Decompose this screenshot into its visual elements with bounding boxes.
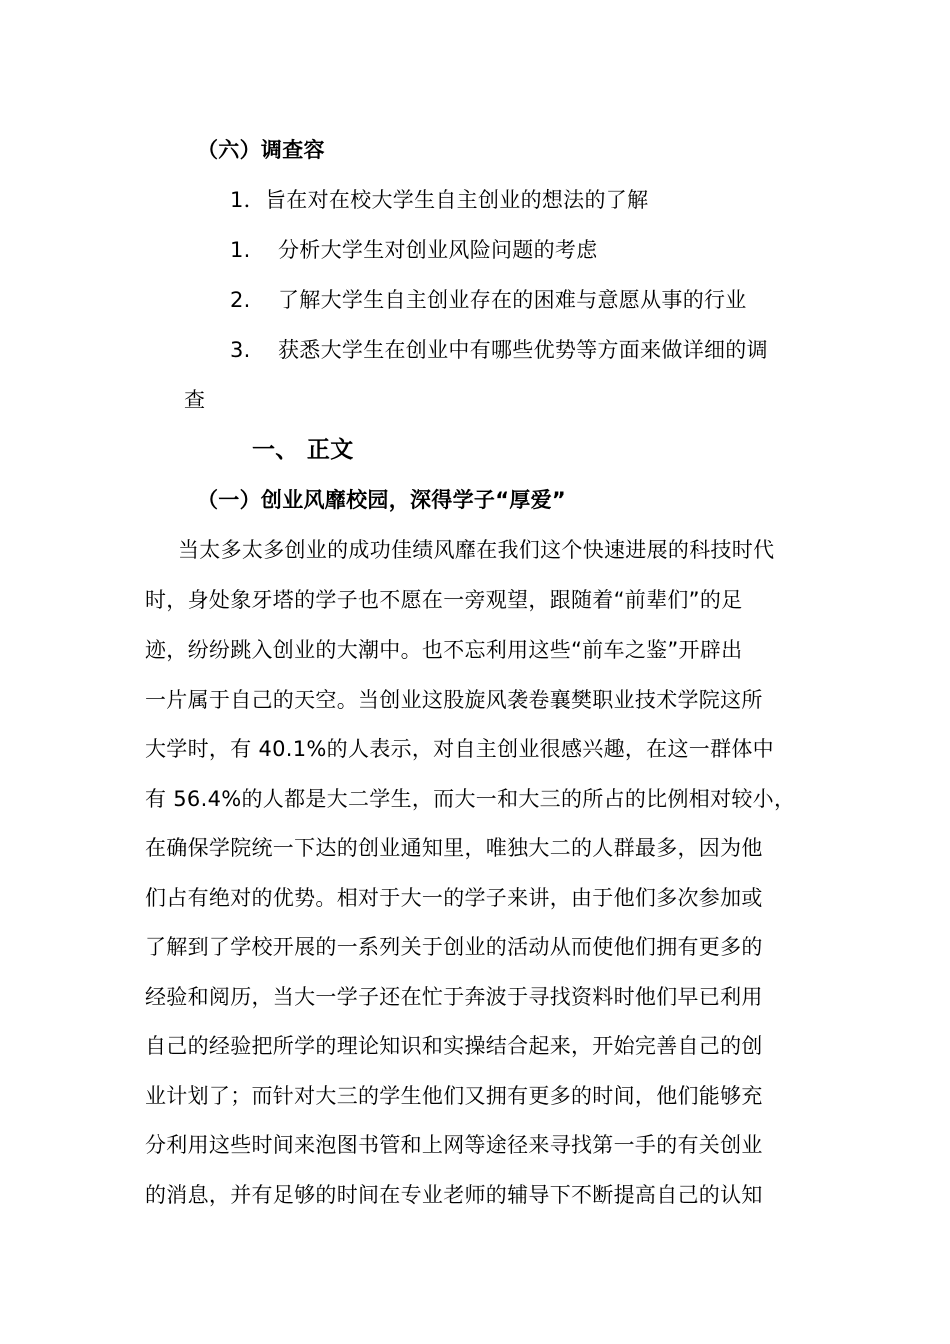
list-item xyxy=(230,335,768,365)
paragraph-line: 大学时，有 40.1%的人表示，对自主创业很感兴趣，在这一群体中 xyxy=(145,737,774,761)
list-item xyxy=(230,185,648,215)
paragraph-line: 在确保学院统一下达的创业通知里，唯独大二的人群最多，因为他 xyxy=(145,836,763,860)
list-item-number: 1. xyxy=(230,238,251,262)
subsection-heading: （一）创业风靡校园，深得学子“厚爱” xyxy=(197,488,567,512)
list-item xyxy=(230,235,598,265)
list-item xyxy=(230,285,747,315)
list-item-number: 1． xyxy=(230,188,265,212)
paragraph-line: 分利用这些时间来泡图书管和上网等途径来寻找第一手的有关创业 xyxy=(145,1133,763,1157)
paragraph-line: 了解到了学校开展的一系列关于创业的活动从而使他们拥有更多的 xyxy=(145,935,763,959)
main-heading: 一、 正文 xyxy=(252,437,354,463)
paragraph-line: 有 56.4%的人都是大二学生，而大一和大三的所占的比例相对较小， xyxy=(145,787,796,811)
paragraph-line: 自己的经验把所学的理论知识和实操结合起来，开始完善自己的创 xyxy=(145,1034,763,1058)
paragraph-line: 一片属于自己的天空。当创业这股旋风袭卷襄樊职业技术学院这所 xyxy=(145,688,763,712)
paragraph-line: 时，身处象牙塔的学子也不愿在一旁观望，跟随着“前辈们”的足 xyxy=(145,588,743,612)
paragraph-line: 当太多太多创业的成功佳绩风靡在我们这个快速进展的科技时代 xyxy=(178,538,775,562)
list-item-number: 3. xyxy=(230,338,251,362)
paragraph-line: 的消息，并有足够的时间在专业老师的辅导下不断提高自己的认知 xyxy=(145,1183,763,1207)
list-item-text: 分析大学生对创业风险问题的考虑 xyxy=(278,238,598,262)
list-item-text: 获悉大学生在创业中有哪些优势等方面来做详细的调 xyxy=(278,338,768,362)
paragraph-line: 经验和阅历，当大一学子还在忙于奔波于寻找资料时他们早已利用 xyxy=(145,985,763,1009)
list-item-text: 旨在对在校大学生自主创业的想法的了解 xyxy=(264,188,649,212)
list-item-number: 2. xyxy=(230,288,251,312)
section-six-heading: （六）调查容 xyxy=(197,138,325,162)
paragraph-line: 业计划了；而针对大三的学生他们又拥有更多的时间，他们能够充 xyxy=(145,1084,763,1108)
list-item-text: 了解大学生自主创业存在的困难与意愿从事的行业 xyxy=(278,288,747,312)
list-item-wrap-text: 查 xyxy=(184,388,206,412)
paragraph-line: 们占有绝对的优势。相对于大一的学子来讲，由于他们多次参加或 xyxy=(145,886,763,910)
paragraph-line: 迹，纷纷跳入创业的大潮中。也不忘利用这些“前车之鉴”开辟出 xyxy=(145,638,743,662)
